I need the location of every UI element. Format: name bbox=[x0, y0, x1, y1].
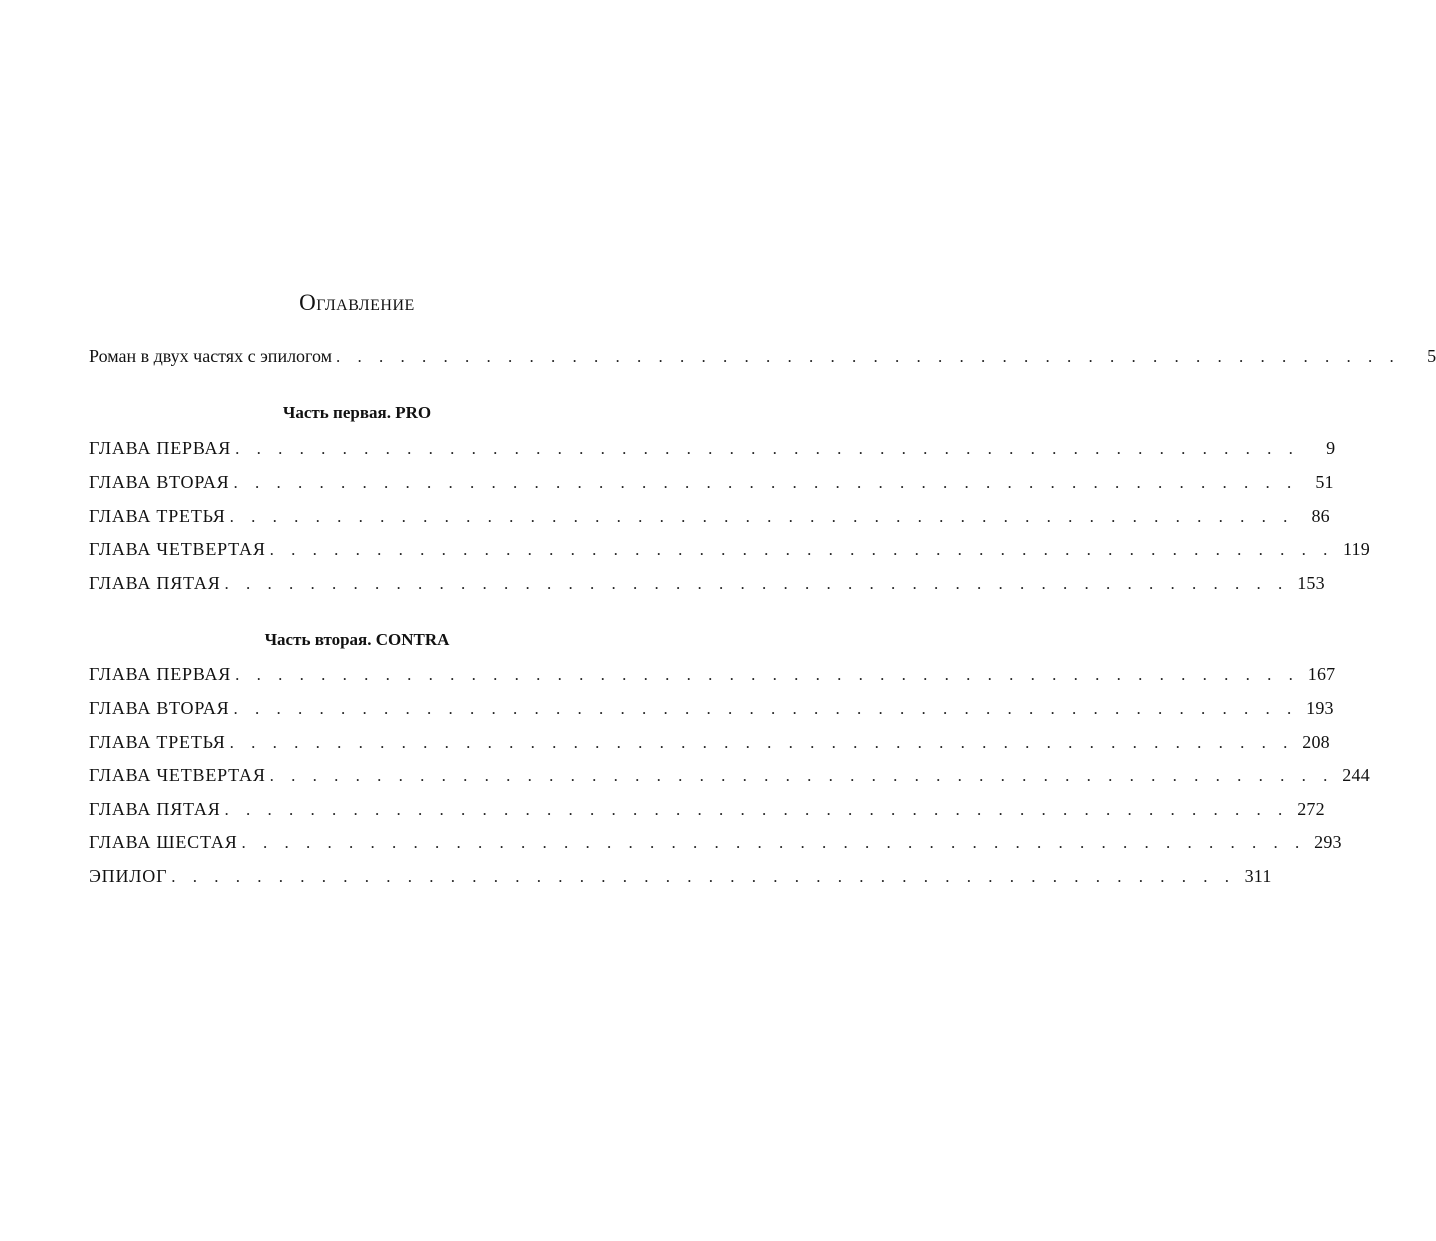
toc-entry-page-number: 244 bbox=[1342, 765, 1370, 785]
toc-entry-label: ГЛАВА ЧЕТВЕРТАЯ bbox=[89, 539, 266, 559]
toc-entry[interactable] bbox=[89, 864, 1272, 888]
toc-entry-label: ГЛАВА ЧЕТВЕРТАЯ bbox=[89, 765, 266, 785]
toc-entry[interactable] bbox=[89, 571, 1325, 595]
toc-entry-label: ГЛАВА ПЕРВАЯ bbox=[89, 664, 232, 684]
toc-entry-page-number: 311 bbox=[1244, 866, 1272, 886]
toc-entry-page-number: 272 bbox=[1297, 799, 1325, 819]
toc-entry-page-number: 9 bbox=[1326, 438, 1336, 458]
toc-entry[interactable] bbox=[89, 662, 1336, 686]
dot-leader: . . . . . . . . . . . . . . . . . . . . . . . . . . . . . . . . . . . . . . . . . . . . . . . . . . bbox=[235, 665, 1300, 684]
toc-entry-label: ГЛАВА ПЯТАЯ bbox=[89, 573, 221, 593]
toc-entry-label: ГЛАВА ПЯТАЯ bbox=[89, 799, 221, 819]
toc-entry-page-number: 5 bbox=[1427, 346, 1436, 366]
part-heading-2: Часть вторая. CONTRA bbox=[264, 630, 450, 649]
toc-entry[interactable] bbox=[89, 830, 1342, 854]
toc-entry-page-number: 293 bbox=[1314, 832, 1342, 852]
toc-entry[interactable] bbox=[89, 696, 1334, 720]
dot-leader: . . . . . . . . . . . . . . . . . . . . . . . . . . . . . . . . . . . . . . . . . . . . . . . . . . bbox=[235, 439, 1300, 458]
toc-entry-label: ГЛАВА ШЕСТАЯ bbox=[89, 832, 238, 852]
toc-entry-page-number: 193 bbox=[1306, 698, 1334, 718]
toc-entry[interactable] bbox=[89, 797, 1325, 821]
toc-entry[interactable] bbox=[89, 763, 1370, 787]
toc-entry-page-number: 167 bbox=[1307, 664, 1336, 684]
toc-entry-page-number: 119 bbox=[1342, 539, 1370, 559]
toc-entry-intro[interactable] bbox=[89, 344, 1436, 368]
dot-leader: . . . . . . . . . . . . . . . . . . . . . . . . . . . . . . . . . . . . . . . . . . . . . . . . . . bbox=[233, 699, 1298, 718]
toc-entry[interactable] bbox=[89, 504, 1330, 528]
toc-entry[interactable] bbox=[89, 537, 1370, 561]
dot-leader: . . . . . . . . . . . . . . . . . . . . . . . . . . . . . . . . . . . . . . . . . . . . . . . . . . bbox=[233, 473, 1298, 492]
toc-entry-label: ГЛАВА ВТОРАЯ bbox=[89, 698, 230, 718]
dot-leader: . . . . . . . . . . . . . . . . . . . . . . . . . . . . . . . . . . . . . . . . . . . . . . . . . . bbox=[336, 347, 1401, 366]
dot-leader: . . . . . . . . . . . . . . . . . . . . . . . . . . . . . . . . . . . . . . . . . . . . . . . . . . bbox=[269, 540, 1334, 559]
dot-leader: . . . . . . . . . . . . . . . . . . . . . . . . . . . . . . . . . . . . . . . . . . . . . . . . . . bbox=[269, 766, 1334, 785]
toc-entry-label: ГЛАВА ТРЕТЬЯ bbox=[89, 732, 226, 752]
toc-entry-page-number: 86 bbox=[1311, 506, 1330, 526]
toc-entry[interactable] bbox=[89, 730, 1330, 754]
dot-leader: . . . . . . . . . . . . . . . . . . . . . . . . . . . . . . . . . . . . . . . . . . . . . . . . . . bbox=[224, 800, 1289, 819]
dot-leader: . . . . . . . . . . . . . . . . . . . . . . . . . . . . . . . . . . . . . . . . . . . . . . . . . . bbox=[229, 733, 1294, 752]
toc-entry[interactable] bbox=[89, 470, 1334, 494]
dot-leader: . . . . . . . . . . . . . . . . . . . . . . . . . . . . . . . . . . . . . . . . . . . . . . . . . . bbox=[224, 574, 1289, 593]
toc-entry-page-number: 51 bbox=[1315, 472, 1334, 492]
dot-leader: . . . . . . . . . . . . . . . . . . . . . . . . . . . . . . . . . . . . . . . . . . . . . . . . . . bbox=[241, 833, 1306, 852]
toc-entry-page-number: 208 bbox=[1302, 732, 1330, 752]
toc-entry-label: Роман в двух частях с эпилогом bbox=[89, 346, 333, 366]
toc-entry-label: ГЛАВА ТРЕТЬЯ bbox=[89, 506, 226, 526]
toc-entry-label: ГЛАВА ВТОРАЯ bbox=[89, 472, 230, 492]
part-heading-1: Часть первая. PRO bbox=[282, 403, 432, 422]
toc-entry-page-number: 153 bbox=[1297, 573, 1325, 593]
toc-title: Оглавление bbox=[299, 290, 415, 315]
dot-leader: . . . . . . . . . . . . . . . . . . . . . . . . . . . . . . . . . . . . . . . . . . . . . . . . . . bbox=[171, 867, 1236, 886]
toc-entry-label: ГЛАВА ПЕРВАЯ bbox=[89, 438, 232, 458]
toc-entry-label: ЭПИЛОГ bbox=[89, 866, 168, 886]
dot-leader: . . . . . . . . . . . . . . . . . . . . . . . . . . . . . . . . . . . . . . . . . . . . . . . . . . bbox=[229, 507, 1294, 526]
toc-entry[interactable] bbox=[89, 436, 1336, 460]
